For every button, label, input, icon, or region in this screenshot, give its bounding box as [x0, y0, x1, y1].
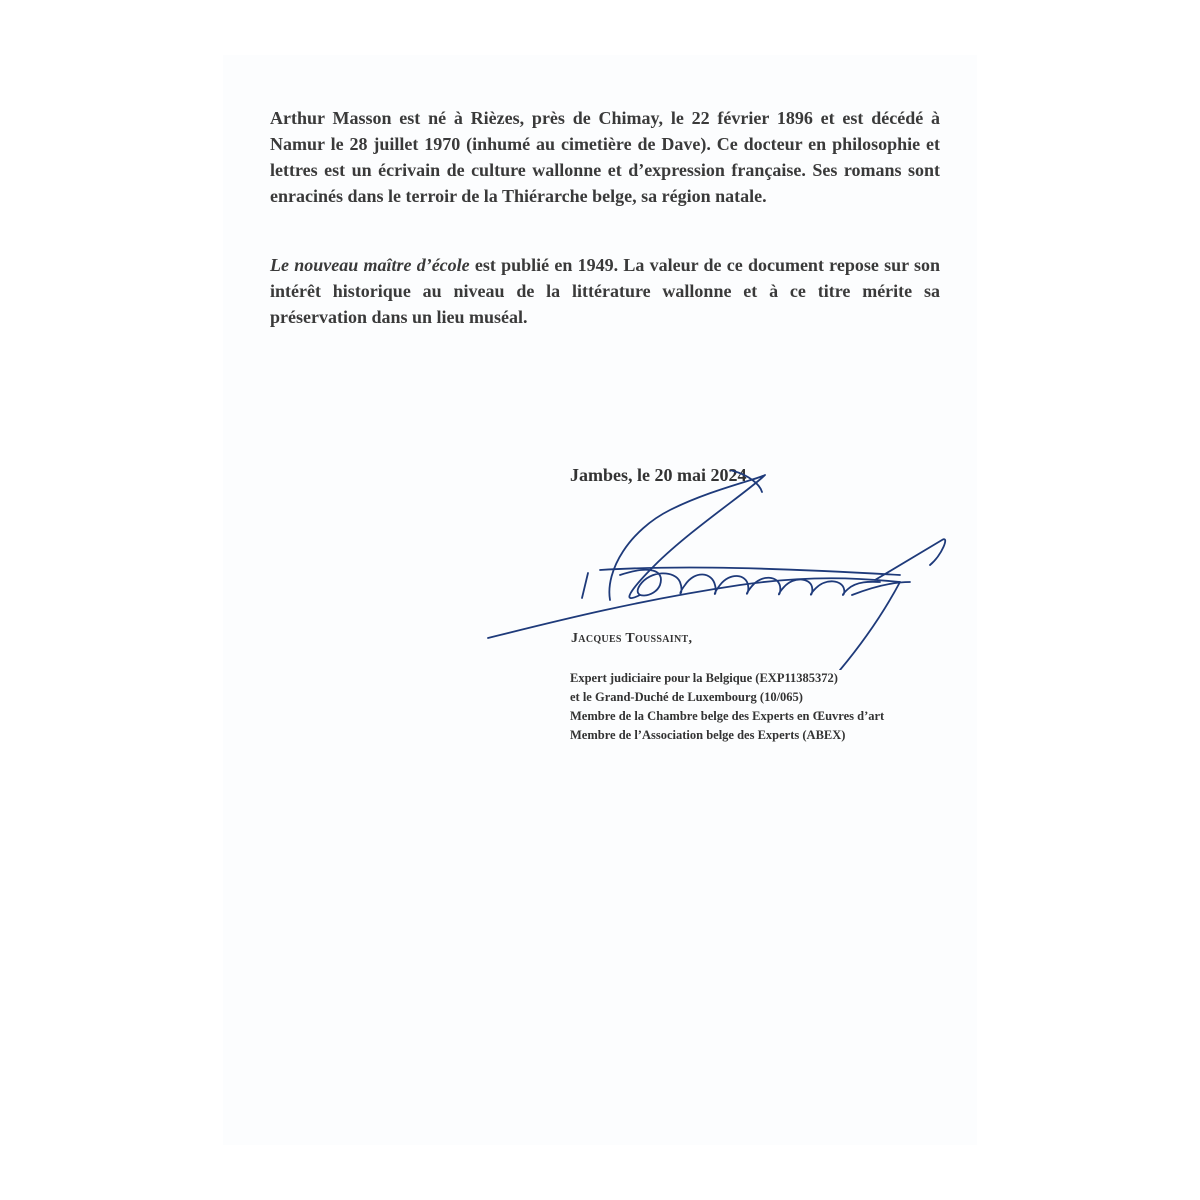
credential-line: Membre de la Chambre belge des Experts en Œuvres d’art [570, 709, 885, 723]
credential-line: Expert judiciaire pour la Belgique (EXP11385372) [570, 671, 838, 685]
credential-line: et le Grand-Duché de Luxembourg (10/065) [570, 690, 803, 704]
biography-paragraph: Arthur Masson est né à Rièzes, près de Chimay, le 22 février 1896 et est décédé à Namur le 28 juillet 1970 (inhumé au cimetière de Dave). Ce docteur en philosophie et lettres est un écrivain de culture wallonne et d’expression française. Ses romans sont enracinés dans le terroir de la Thiérarche belge, sa région natale. [270, 108, 940, 206]
signer-credentials [570, 669, 884, 745]
credential-line: Membre de l’Association belge des Experts (ABEX) [570, 728, 846, 742]
assessment-paragraph [270, 252, 940, 330]
handwritten-signature [480, 470, 960, 670]
dateline: Jambes, le 20 mai 2024 [570, 465, 747, 485]
signer-name: Jacques Toussaint, [571, 631, 693, 646]
book-title: Le nouveau maître d’école [270, 255, 470, 275]
assessment-text: est publié en 1949. La valeur de ce document repose sur son intérêt historique au niveau de la littérature wallonne et à ce titre mérite sa préservation dans un lieu muséal. [270, 255, 940, 327]
